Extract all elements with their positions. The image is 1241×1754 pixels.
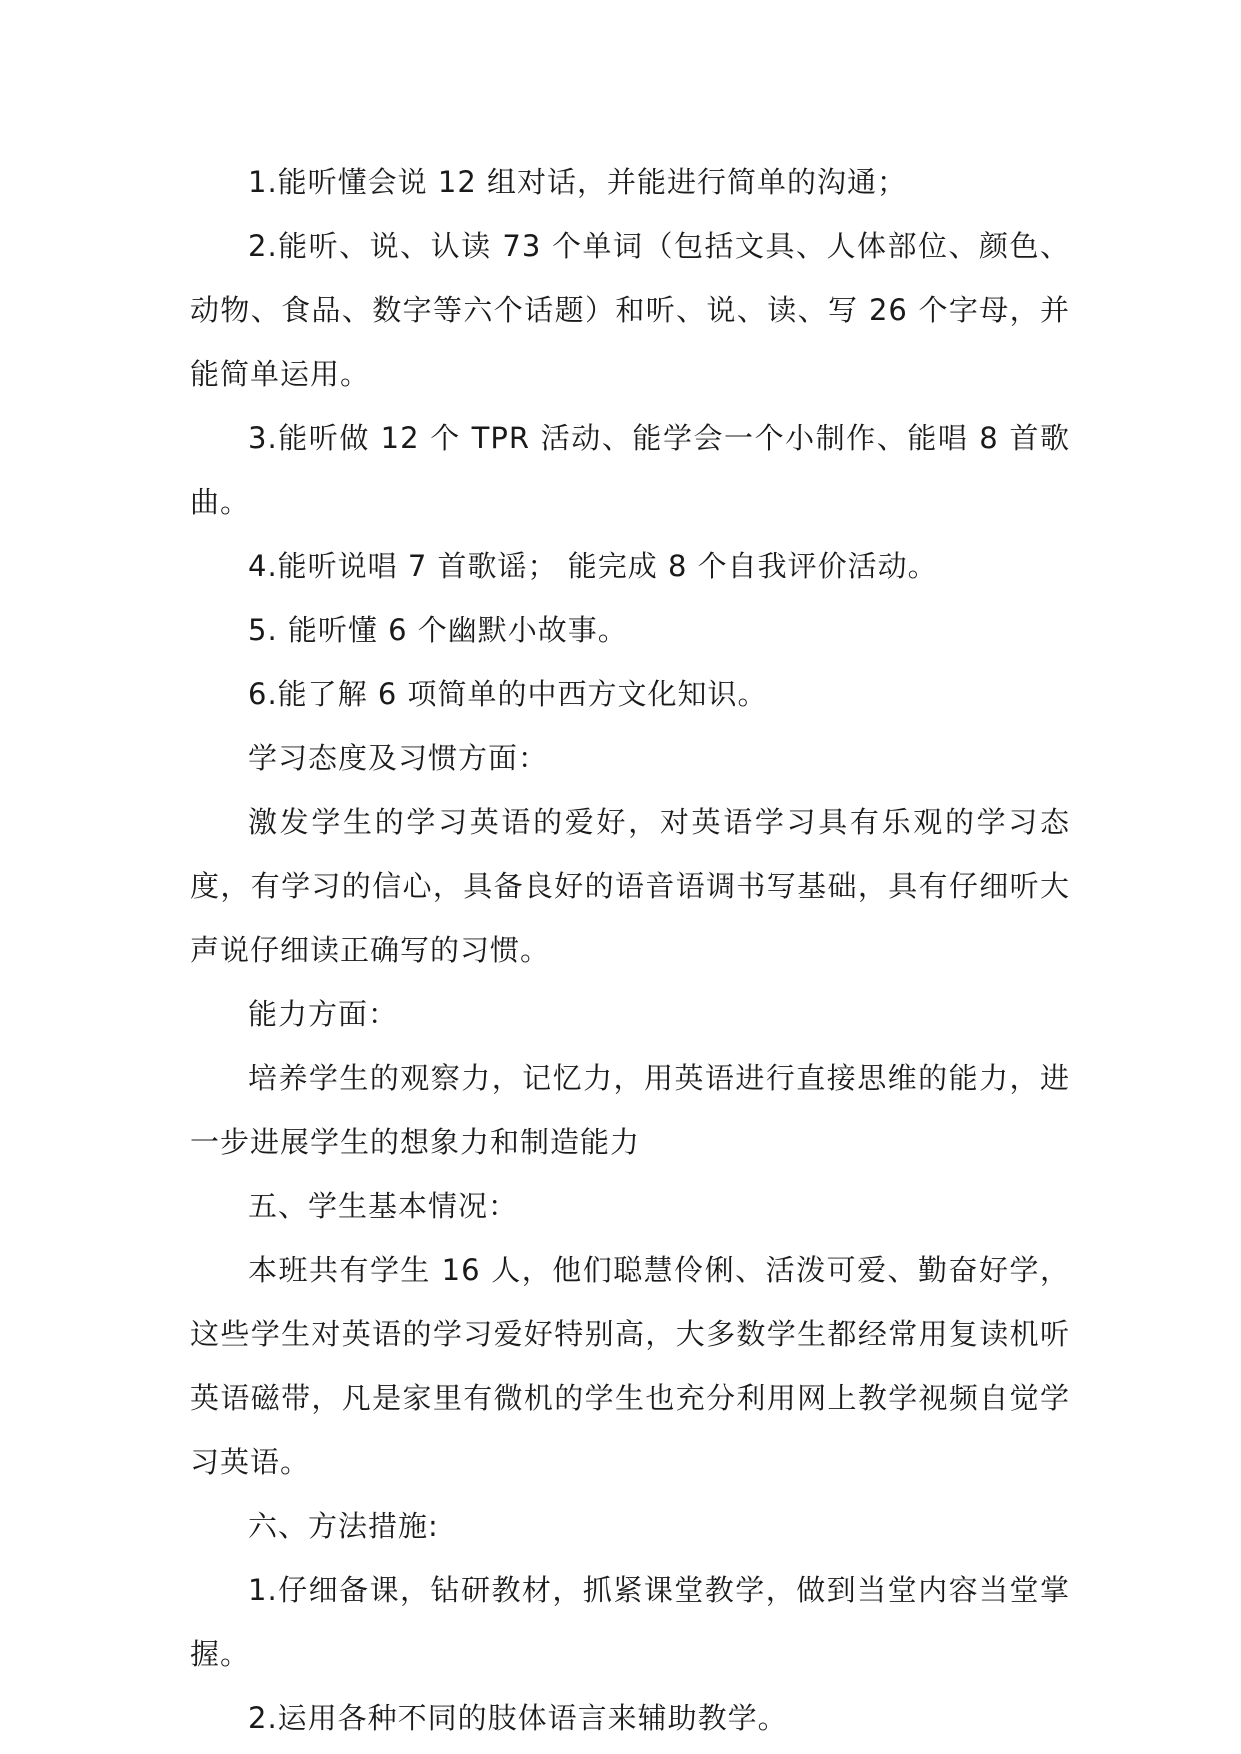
attitude-paragraph: 激发学生的学习英语的爱好，对英语学习具有乐观的学习态度，有学习的信心，具备良好的语音语调书写基础，具有仔细听大声说仔细读正确写的习惯。	[190, 805, 1070, 967]
method-item-2: 2.运用各种不同的肢体语言来辅助教学。	[248, 1701, 788, 1735]
goal-item-3: 3.能听做 12 个 TPR 活动、能学会一个小制作、能唱 8 首歌曲。	[190, 421, 1070, 519]
ability-paragraph: 培养学生的观察力，记忆力，用英语进行直接思维的能力，进一步进展学生的想象力和制造能力	[190, 1061, 1070, 1159]
goal-item-2: 2.能听、说、认读 73 个单词（包括文具、人体部位、颜色、动物、食品、数字等六个话题）和听、说、读、写 26 个字母，并能简单运用。	[190, 229, 1070, 391]
goal-item-1: 1.能听懂会说 12 组对话，并能进行简单的沟通；	[248, 165, 908, 199]
goal-item-4: 4.能听说唱 7 首歌谣； 能完成 8 个自我评价活动。	[248, 549, 938, 583]
document-body	[190, 150, 1070, 1750]
students-paragraph: 本班共有学生 16 人，他们聪慧伶俐、活泼可爱、勤奋好学，这些学生对英语的学习爱好特别高，大多数学生都经常用复读机听英语磁带，凡是家里有微机的学生也充分利用网上教学视频自觉学习英语。	[190, 1253, 1070, 1479]
section-heading-methods: 六、方法措施:	[248, 1509, 439, 1543]
section-heading-attitude: 学习态度及习惯方面：	[248, 741, 549, 775]
goal-item-6: 6.能了解 6 项简单的中西方文化知识。	[248, 677, 768, 711]
section-heading-ability: 能力方面：	[248, 997, 399, 1031]
method-item-1: 1.仔细备课，钻研教材，抓紧课堂教学，做到当堂内容当堂掌握。	[190, 1573, 1070, 1671]
section-heading-students: 五、学生基本情况：	[248, 1189, 519, 1223]
goal-item-5: 5. 能听懂 6 个幽默小故事。	[248, 613, 628, 647]
